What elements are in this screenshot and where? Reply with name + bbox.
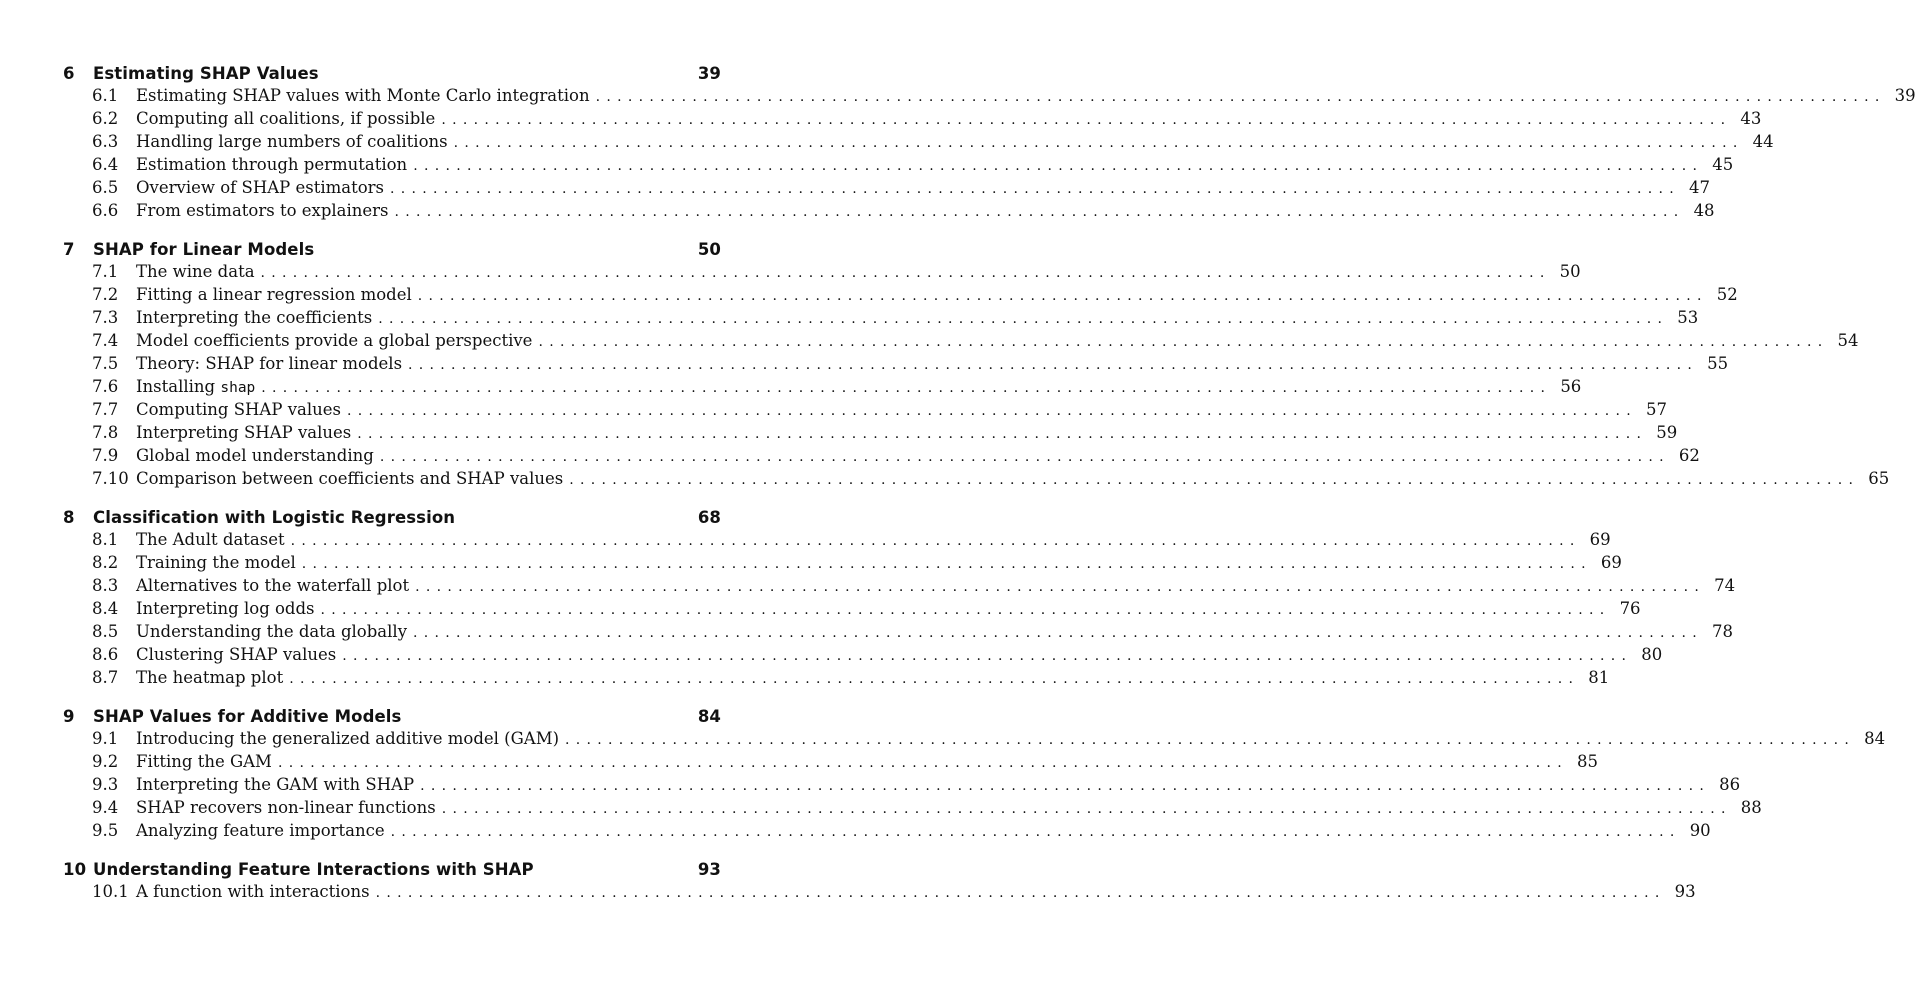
chapter-title: Understanding Feature Interactions with SHAP [93,860,534,879]
section-title [136,155,413,174]
section-title [136,530,291,549]
section-title [136,109,441,128]
section-title [136,86,596,105]
section-title [136,576,415,595]
section-title-code: shap [220,380,256,396]
chapter-page-number: 39 [697,64,721,83]
dot-leader: ........................................................................................................................ [342,648,1633,664]
chapter-title: Estimating SHAP Values [93,64,319,83]
section-page-number: 78 [1712,622,1734,641]
section-page-number: 57 [1646,400,1668,419]
section-number: 9.2 [92,752,119,771]
dot-leader: ........................................................................................................................ [357,426,1648,442]
section-title-text: A function with interactions [136,882,370,901]
chapter-number: 8 [63,508,75,527]
section-title [136,132,454,151]
section-page-number: 50 [1559,262,1581,281]
chapter-heading[interactable] [63,240,721,262]
section-title [136,178,390,197]
toc-section-entry[interactable] [63,668,1610,691]
section-title-text: Global model understanding [136,446,374,465]
section-number: 7.1 [92,262,119,281]
chapter-heading[interactable] [63,707,721,729]
chapter-number: 6 [63,64,75,83]
section-title-text: Comparison between coefficients and SHAP values [136,469,564,488]
toc-section-entry[interactable] [63,262,1581,285]
toc-section-entry[interactable] [63,423,1678,446]
section-number: 9.1 [92,729,119,748]
section-title [136,882,376,901]
section-number: 7.10 [92,469,129,488]
dot-leader: ........................................................................................................................ [379,449,1670,465]
section-number: 6.6 [92,201,119,220]
toc-section-entry[interactable] [63,377,1582,400]
dot-leader: ........................................................................................................................ [569,472,1860,488]
toc-section-entry[interactable] [63,798,1762,821]
section-title-text: Alternatives to the waterfall plot [136,576,410,595]
chapter-page-number: 84 [697,707,721,726]
toc-section-entry[interactable] [63,729,1886,752]
dot-leader: ........................................................................................................................ [565,732,1856,748]
section-number: 7.2 [92,285,119,304]
section-title [136,201,395,220]
section-page-number: 44 [1752,132,1774,151]
section-title [136,469,569,488]
dot-leader: ........................................................................................................................ [415,579,1706,595]
toc-section-entry[interactable] [63,821,1711,844]
toc-section-entry[interactable] [63,132,1774,155]
section-title [136,354,408,373]
section-number: 7.6 [92,377,119,396]
section-title-text: The Adult dataset [136,530,285,549]
section-title-text: Fitting the GAM [136,752,272,771]
section-page-number: 47 [1689,178,1711,197]
section-title-text: Fitting a linear regression model [136,285,412,304]
section-title [136,331,538,350]
section-number: 9.3 [92,775,119,794]
toc-section-entry[interactable] [63,201,1715,224]
section-number: 8.1 [92,530,119,549]
section-page-number: 84 [1864,729,1886,748]
section-title-text: SHAP recovers non-linear functions [136,798,436,817]
toc-section-entry[interactable] [63,599,1641,622]
section-number: 9.5 [92,821,119,840]
section-number: 9.4 [92,798,119,817]
section-title [136,377,261,396]
dot-leader: ........................................................................................................................ [413,158,1704,174]
section-number: 7.3 [92,308,119,327]
section-title [136,821,391,840]
dot-leader: ........................................................................................................................ [441,801,1732,817]
toc-chapter [63,508,1736,691]
section-page-number: 43 [1740,109,1762,128]
section-title [136,400,347,419]
section-page-number: 93 [1674,882,1696,901]
chapter-page-number: 68 [697,508,721,527]
section-page-number: 76 [1619,599,1641,618]
dot-leader: ........................................................................................................................ [375,885,1666,901]
section-number: 7.4 [92,331,119,350]
section-page-number: 53 [1677,308,1699,327]
section-title-text: Interpreting the coefficients [136,308,373,327]
chapter-heading[interactable] [63,508,721,530]
toc-section-entry[interactable] [63,308,1699,331]
section-title-text: The heatmap plot [136,668,284,687]
chapter-page-number: 93 [697,860,721,879]
dot-leader: ........................................................................................................................ [390,824,1681,840]
section-title-text: Estimating SHAP values with Monte Carlo integration [136,86,590,105]
section-title-text: Interpreting SHAP values [136,423,352,442]
toc-section-entry[interactable] [63,446,1700,469]
section-title [136,285,418,304]
section-page-number: 56 [1560,377,1582,396]
dot-leader: ........................................................................................................................ [394,204,1685,220]
section-title [136,622,413,641]
dot-leader: ........................................................................................................................ [378,311,1669,327]
toc-chapter [63,860,1696,905]
section-title-text: Theory: SHAP for linear models [136,354,403,373]
toc-section-entry[interactable] [63,400,1668,423]
section-title [136,308,378,327]
section-title-text: Training the model [136,553,296,572]
dot-leader: ........................................................................................................................ [595,89,1886,105]
chapter-title: Classification with Logistic Regression [93,508,456,527]
toc-section-entry[interactable] [63,576,1736,599]
section-page-number: 52 [1716,285,1738,304]
section-number: 6.4 [92,155,119,174]
section-title-text: From estimators to explainers [136,201,389,220]
section-number: 8.2 [92,553,119,572]
toc-section-entry[interactable] [63,752,1598,775]
section-title [136,262,261,281]
section-page-number: 69 [1589,530,1611,549]
section-number: 8.6 [92,645,119,664]
toc-section-entry[interactable] [63,86,1916,109]
section-title [136,553,302,572]
section-title-text: Model coefficients provide a global perspective [136,331,533,350]
section-title-text: Clustering SHAP values [136,645,337,664]
toc-section-entry[interactable] [63,553,1622,576]
section-title-text: Introducing the generalized additive model (GAM) [136,729,560,748]
section-page-number: 45 [1712,155,1734,174]
section-page-number: 48 [1693,201,1715,220]
toc-chapter [63,707,1886,844]
section-page-number: 65 [1868,469,1890,488]
section-title-text: Handling large numbers of coalitions [136,132,448,151]
section-title-text: Estimation through permutation [136,155,408,174]
chapter-number: 7 [63,240,75,259]
section-title-text: Interpreting log odds [136,599,315,618]
section-number: 7.5 [92,354,119,373]
chapter-heading[interactable] [63,860,721,882]
dot-leader: ........................................................................................................................ [301,556,1592,572]
toc-section-entry[interactable] [63,530,1611,553]
dot-leader: ........................................................................................................................ [290,533,1581,549]
dot-leader: ........................................................................................................................ [260,265,1551,281]
section-title-text: The wine data [136,262,255,281]
section-number: 7.8 [92,423,119,442]
toc-section-entry[interactable] [63,285,1738,308]
section-page-number: 69 [1600,553,1622,572]
section-title-text: Computing SHAP values [136,400,341,419]
dot-leader: ........................................................................................................................ [413,625,1704,641]
dot-leader: ........................................................................................................................ [417,288,1708,304]
section-page-number: 39 [1894,86,1916,105]
section-page-number: 54 [1837,331,1859,350]
section-title-text: Understanding the data globally [136,622,408,641]
section-title [136,798,442,817]
section-page-number: 86 [1719,775,1741,794]
dot-leader: ........................................................................................................................ [420,778,1711,794]
table-of-contents [63,64,1916,921]
section-page-number: 62 [1678,446,1700,465]
chapter-number: 9 [63,707,75,726]
section-title-text: Computing all coalitions, if possible [136,109,436,128]
toc-section-entry[interactable] [63,331,1859,354]
section-number: 7.9 [92,446,119,465]
dot-leader: ........................................................................................................................ [347,403,1638,419]
toc-chapter [63,64,1916,224]
toc-section-entry[interactable] [63,155,1734,178]
dot-leader: ........................................................................................................................ [538,334,1829,350]
dot-leader: ........................................................................................................................ [261,380,1552,396]
section-page-number: 80 [1641,645,1663,664]
section-number: 8.3 [92,576,119,595]
section-title [136,423,357,442]
chapter-page-number: 50 [697,240,721,259]
toc-section-entry[interactable] [63,645,1663,668]
section-title [136,645,342,664]
section-title [136,446,380,465]
section-number: 8.4 [92,599,119,618]
chapter-title: SHAP Values for Additive Models [93,707,402,726]
toc-section-entry[interactable] [63,882,1696,905]
section-number: 8.5 [92,622,119,641]
section-title [136,775,420,794]
section-title [136,599,321,618]
section-title [136,752,278,771]
dot-leader: ........................................................................................................................ [453,135,1744,151]
toc-chapter [63,240,1890,492]
section-number: 6.1 [92,86,119,105]
chapter-heading[interactable] [63,64,721,86]
toc-section-entry[interactable] [63,469,1890,492]
section-title [136,668,289,687]
section-number: 8.7 [92,668,119,687]
dot-leader: ........................................................................................................................ [408,357,1699,373]
chapter-title: SHAP for Linear Models [93,240,315,259]
dot-leader: ........................................................................................................................ [289,671,1580,687]
section-title-text: Overview of SHAP estimators [136,178,385,197]
dot-leader: ........................................................................................................................ [320,602,1611,618]
section-number: 6.2 [92,109,119,128]
dot-leader: ........................................................................................................................ [390,181,1681,197]
section-page-number: 90 [1689,821,1711,840]
toc-section-entry[interactable] [63,622,1734,645]
toc-section-entry[interactable] [63,775,1741,798]
section-page-number: 55 [1707,354,1729,373]
toc-section-entry[interactable] [63,354,1729,377]
dot-leader: ........................................................................................................................ [441,112,1732,128]
section-title-text: Installing [136,377,216,396]
section-page-number: 88 [1740,798,1762,817]
section-page-number: 74 [1714,576,1736,595]
section-title-text: Analyzing feature importance [136,821,385,840]
section-number: 7.7 [92,400,119,419]
section-page-number: 81 [1588,668,1610,687]
toc-section-entry[interactable] [63,109,1762,132]
dot-leader: ........................................................................................................................ [277,755,1568,771]
section-number: 6.3 [92,132,119,151]
chapter-number: 10 [63,860,87,879]
section-title [136,729,565,748]
section-page-number: 59 [1656,423,1678,442]
section-page-number: 85 [1577,752,1598,771]
section-title-text: Interpreting the GAM with SHAP [136,775,415,794]
section-number: 10.1 [92,882,129,901]
toc-section-entry[interactable] [63,178,1711,201]
section-number: 6.5 [92,178,119,197]
